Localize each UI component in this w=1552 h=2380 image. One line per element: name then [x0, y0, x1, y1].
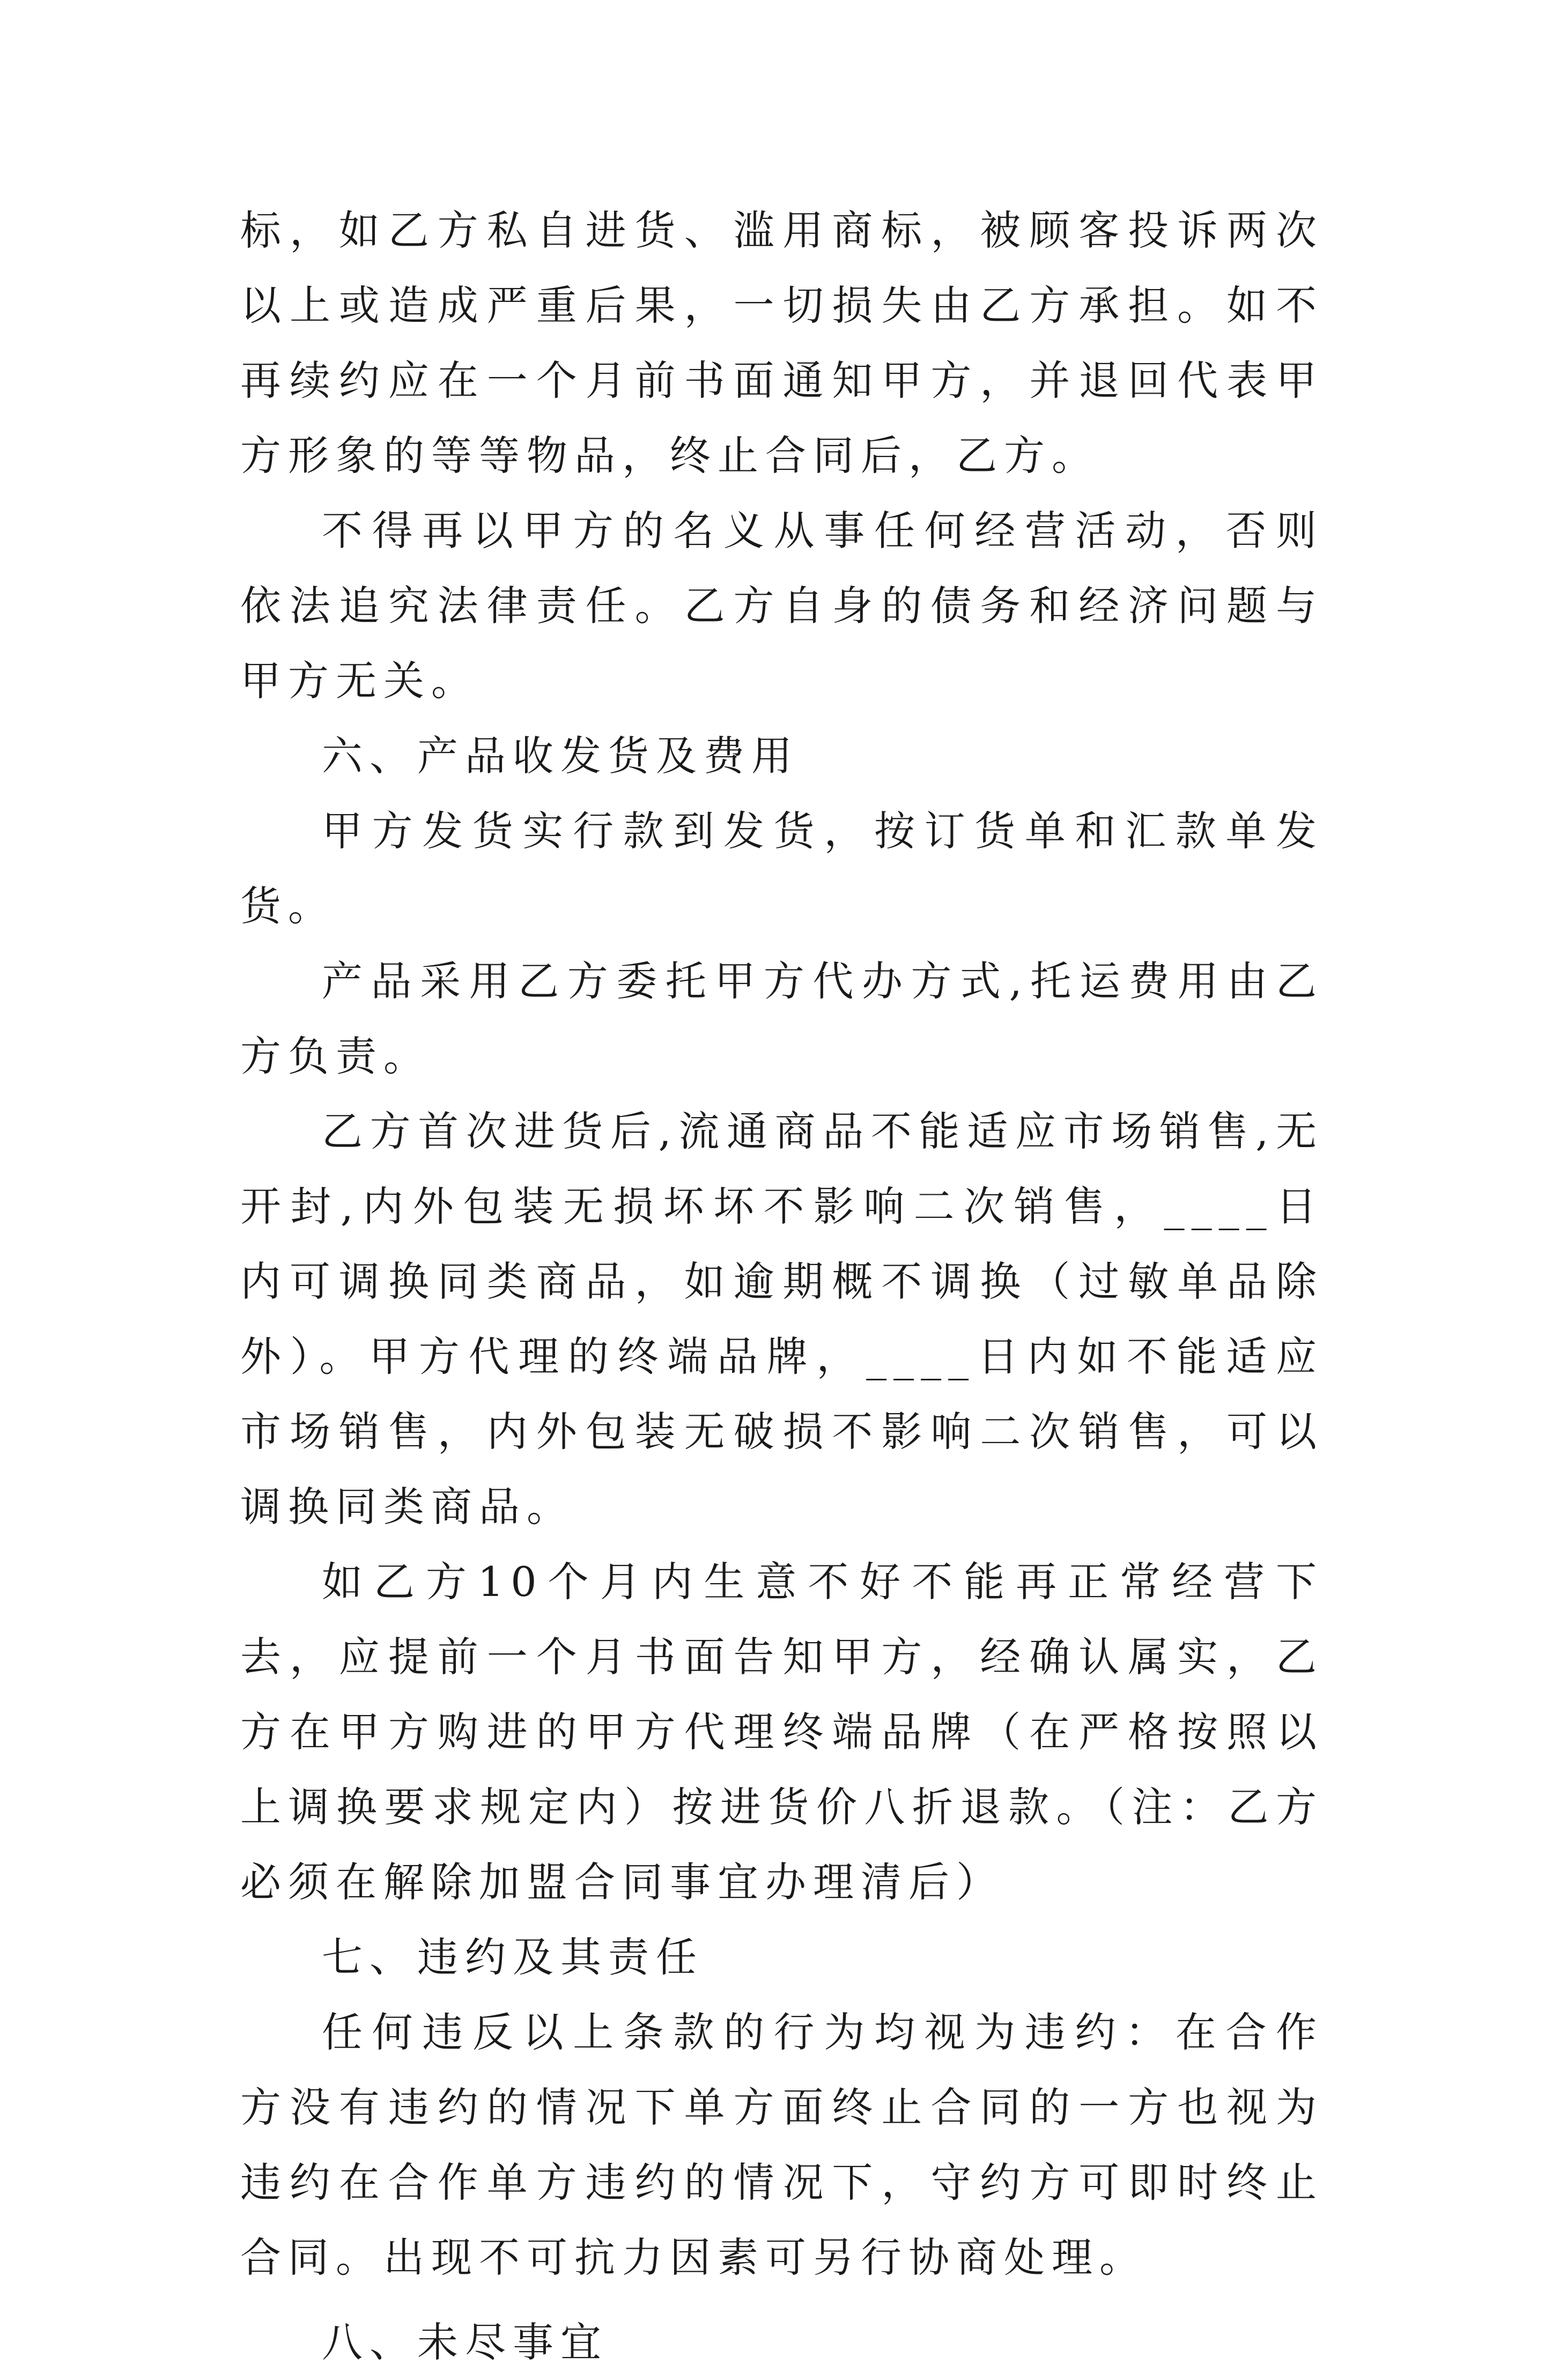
section-heading: 八、未尽事宜 — [322, 2318, 608, 2366]
document-body — [240, 193, 1324, 2380]
paragraph-body: 产品采用乙方委托甲方代办方式,托运费用由乙方负责。 — [240, 957, 1324, 1080]
paragraph-body: 任何违反以上条款的行为均视为违约：在合作方没有违约的情况下单方面终止合同的一方也视为违约在合作单方违约的情况下，守约方可即时终止合同。出现不可抗力因素可另行协商处理。 — [240, 2008, 1324, 2281]
paragraph-body: 如乙方10个月内生意不好不能再正常经营下去，应提前一个月书面告知甲方，经确认属实，乙方在甲方购进的甲方代理终端品牌（在严格按照以上调换要求规定内）按进货价八折退款。（注：乙方必须在解除加盟合同事宜办理清后） — [240, 1558, 1324, 1906]
paragraph-body: 乙方首次进货后,流通商品不能适应市场销售,无开封,内外包装无损坏坏不影响二次销售，____日内可调换同类商品，如逾期概不调换（过敏单品除外）。甲方代理的终端品牌，____日内如不能适应市场销售，内外包装无破损不影响二次销售，可以调换同类商品。 — [240, 1107, 1324, 1531]
paragraph-body: 甲方发货实行款到发货，按订货单和汇款单发货。 — [240, 807, 1324, 930]
paragraph-continuation: 标，如乙方私自进货、滥用商标，被顾客投诉两次以上或造成严重后果，一切损失由乙方承担。如不再续约应在一个月前书面通知甲方，并退回代表甲方形象的等等物品，终止合同后，乙方。 — [240, 206, 1324, 479]
section-heading: 七、违约及其责任 — [322, 1933, 704, 1981]
section-heading: 六、产品收发货及费用 — [322, 732, 799, 780]
paragraph-body: 不得再以甲方的名义从事任何经营活动，否则依法追究法律责任。乙方自身的债务和经济问题与甲方无关。 — [240, 507, 1324, 705]
